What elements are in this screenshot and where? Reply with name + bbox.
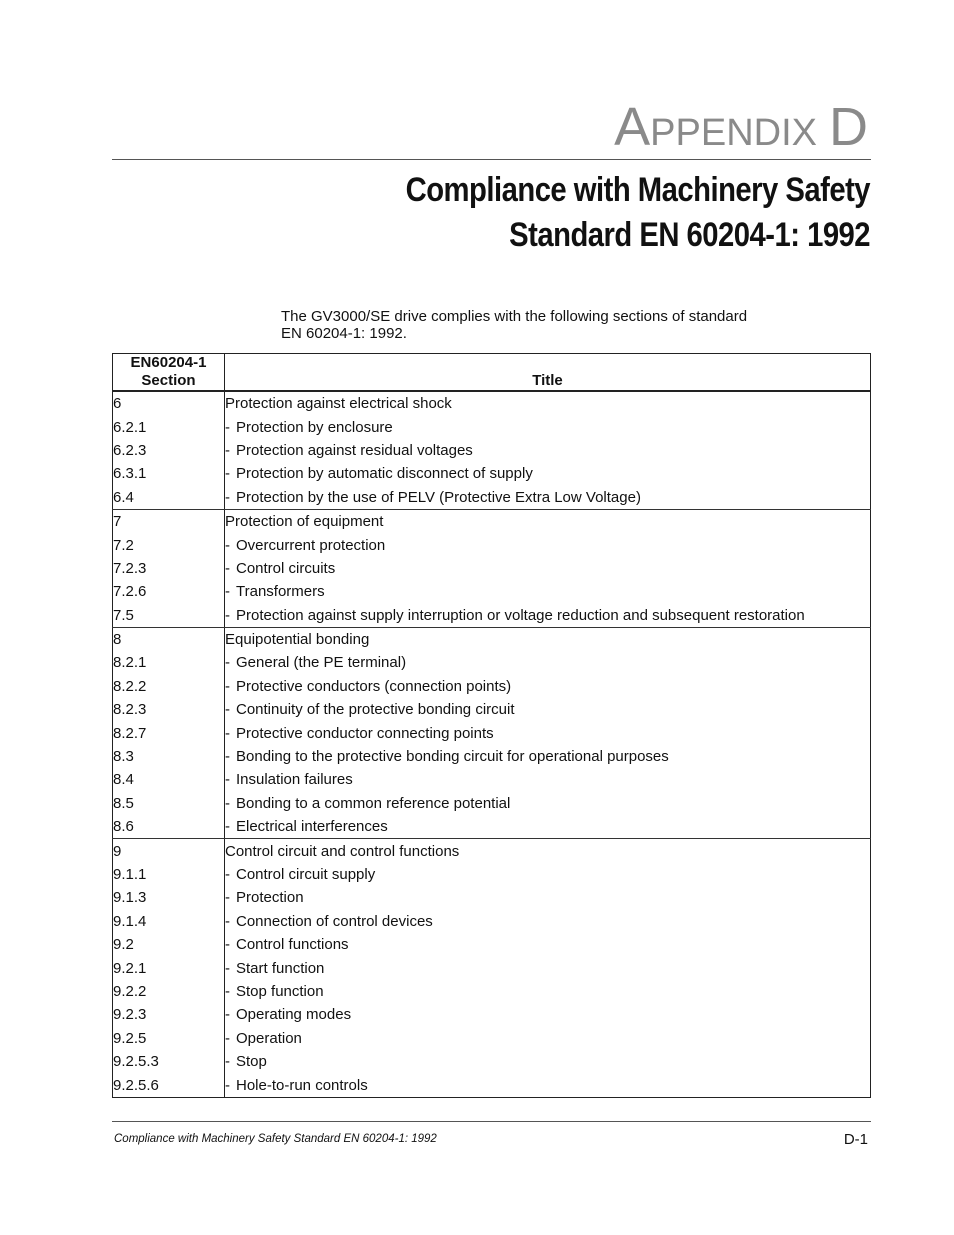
footer-rule	[112, 1121, 871, 1122]
section-title-text: Start function	[236, 959, 325, 977]
section-title	[225, 415, 871, 438]
table-row	[113, 886, 871, 909]
bullet-dash: -	[225, 559, 230, 577]
table-row	[113, 910, 871, 933]
section-title-text: Operating modes	[236, 1006, 352, 1024]
section-number: 9.2.5	[113, 1027, 225, 1050]
section-number: 7.2	[113, 533, 225, 556]
section-title-text: Protection by the use of PELV (Protective Extra Low Voltage)	[236, 488, 641, 506]
section-title-text: Bonding to a common reference potential	[236, 794, 511, 812]
bullet-dash: -	[225, 959, 230, 977]
header-title: Title	[225, 354, 871, 392]
table-row	[113, 1003, 871, 1026]
section-title-text: Protection	[236, 889, 304, 907]
appendix-letter: D	[829, 97, 868, 157]
section-number: 6.4	[113, 486, 225, 510]
bullet-dash: -	[225, 677, 230, 695]
intro-line1: The GV3000/SE drive complies with the following sections of standard	[281, 308, 748, 325]
bullet-dash: -	[225, 1029, 230, 1047]
table-row	[113, 768, 871, 791]
section-title	[225, 462, 871, 485]
section-title-text: Protection against supply interruption or voltage reduction and subsequent restoration	[236, 606, 805, 624]
table-row	[113, 533, 871, 556]
section-title-text: Protective conductor connecting points	[236, 724, 494, 742]
table-header-row	[113, 354, 871, 392]
section-number: 8.2.2	[113, 675, 225, 698]
bullet-dash: -	[225, 583, 230, 601]
section-title	[225, 839, 871, 863]
section-title	[225, 651, 871, 674]
section-title	[225, 956, 871, 979]
table-row	[113, 1027, 871, 1050]
appendix-heading	[614, 97, 868, 160]
table-row	[113, 815, 871, 839]
section-title	[225, 1027, 871, 1050]
section-title-text: Stop function	[236, 982, 324, 1000]
section-number: 9.2.5.3	[113, 1050, 225, 1073]
section-title	[225, 886, 871, 909]
section-number: 7	[113, 509, 225, 533]
section-title-text: Protective conductors (connection points)	[236, 677, 512, 695]
section-title-text: Control functions	[236, 936, 349, 954]
bullet-dash: -	[225, 488, 230, 506]
table-row	[113, 1073, 871, 1097]
section-number: 8.2.7	[113, 721, 225, 744]
table-row	[113, 486, 871, 510]
bullet-dash: -	[225, 1006, 230, 1024]
section-title-text: Continuity of the protective bonding circuit	[236, 701, 515, 719]
table-row	[113, 698, 871, 721]
table-row	[113, 415, 871, 438]
section-title	[225, 792, 871, 815]
section-number: 8.2.1	[113, 651, 225, 674]
section-title	[225, 910, 871, 933]
section-title	[225, 604, 871, 628]
table-row	[113, 721, 871, 744]
chapter-title	[406, 168, 870, 258]
bullet-dash: -	[225, 794, 230, 812]
bullet-dash: -	[225, 866, 230, 883]
chapter-title-line2: Standard EN 60204-1: 1992	[509, 216, 870, 254]
section-title-text: Stop	[236, 1053, 267, 1071]
section-title-text: Control circuits	[236, 559, 336, 577]
bullet-dash: -	[225, 724, 230, 742]
section-title	[225, 863, 871, 886]
bullet-dash: -	[225, 912, 230, 930]
section-title	[225, 627, 871, 651]
header-section-line2: Section	[141, 372, 196, 389]
section-title-text: Control circuit and control functions	[225, 842, 460, 860]
section-title	[225, 933, 871, 956]
bullet-dash: -	[225, 606, 230, 624]
section-title	[225, 721, 871, 744]
section-title-text: Insulation failures	[236, 771, 353, 789]
section-number: 8.5	[113, 792, 225, 815]
section-title-text: Protection by enclosure	[236, 418, 393, 436]
table-body	[113, 391, 871, 1097]
intro-line2: EN 60204-1: 1992.	[281, 325, 407, 342]
table-row	[113, 627, 871, 651]
section-title-text: Protection by automatic disconnect of supply	[236, 465, 533, 483]
section-number: 9.1.4	[113, 910, 225, 933]
header-section-line1: EN60204-1	[130, 354, 207, 371]
section-title	[225, 580, 871, 603]
bullet-dash: -	[225, 1076, 230, 1094]
section-title	[225, 768, 871, 791]
section-title	[225, 745, 871, 768]
section-number: 8.4	[113, 768, 225, 791]
bullet-dash: -	[225, 818, 230, 836]
table-row	[113, 745, 871, 768]
section-title-text: General (the PE terminal)	[236, 654, 407, 672]
table-row	[113, 509, 871, 533]
section-title	[225, 980, 871, 1003]
table-row	[113, 1050, 871, 1073]
bullet-dash: -	[225, 748, 230, 766]
table-row	[113, 439, 871, 462]
table-row	[113, 580, 871, 603]
section-number: 6.2.3	[113, 439, 225, 462]
bullet-dash: -	[225, 701, 230, 719]
bullet-dash: -	[225, 771, 230, 789]
section-title	[225, 1050, 871, 1073]
bullet-dash: -	[225, 889, 230, 907]
footer-title: Compliance with Machinery Safety Standard EN 60204-1: 1992	[114, 1133, 437, 1145]
appendix-word: PPENDIX	[650, 112, 817, 154]
table-row	[113, 839, 871, 863]
section-title-text: Protection against electrical shock	[225, 395, 452, 413]
section-number: 9.2	[113, 933, 225, 956]
table-row	[113, 604, 871, 628]
bullet-dash: -	[225, 936, 230, 954]
section-title-text: Electrical interferences	[236, 818, 388, 836]
table-row	[113, 557, 871, 580]
table-row	[113, 863, 871, 886]
section-title-text: Protection of equipment	[225, 513, 384, 531]
section-title-text: Bonding to the protective bonding circuit for operational purposes	[236, 748, 669, 766]
section-number: 8	[113, 627, 225, 651]
section-title	[225, 533, 871, 556]
section-title	[225, 698, 871, 721]
table-row	[113, 651, 871, 674]
table-row	[113, 675, 871, 698]
section-title-text: Protection against residual voltages	[236, 441, 473, 459]
section-title-text: Transformers	[236, 583, 325, 601]
header-section	[113, 354, 225, 392]
bullet-dash: -	[225, 418, 230, 436]
bullet-dash: -	[225, 465, 230, 483]
section-number: 9.2.1	[113, 956, 225, 979]
section-number: 8.2.3	[113, 698, 225, 721]
table-row	[113, 462, 871, 485]
section-title	[225, 1073, 871, 1097]
section-number: 6	[113, 391, 225, 415]
section-title	[225, 486, 871, 510]
section-title-text: Control circuit supply	[236, 866, 376, 883]
section-title-text: Connection of control devices	[236, 912, 433, 930]
section-title	[225, 557, 871, 580]
bullet-dash: -	[225, 654, 230, 672]
section-title	[225, 1003, 871, 1026]
compliance-table	[112, 353, 871, 1098]
section-title-text: Hole-to-run controls	[236, 1076, 368, 1094]
section-number: 9.1.3	[113, 886, 225, 909]
section-number: 9.2.3	[113, 1003, 225, 1026]
section-title	[225, 391, 871, 415]
bullet-dash: -	[225, 982, 230, 1000]
chapter-title-line1: Compliance with Machinery Safety	[405, 171, 870, 209]
section-title	[225, 509, 871, 533]
table-row	[113, 956, 871, 979]
appendix-initial: A	[614, 97, 651, 157]
bullet-dash: -	[225, 441, 230, 459]
section-number: 6.2.1	[113, 415, 225, 438]
section-title	[225, 439, 871, 462]
section-title-text: Operation	[236, 1029, 302, 1047]
section-title	[225, 675, 871, 698]
bullet-dash: -	[225, 536, 230, 554]
section-number: 6.3.1	[113, 462, 225, 485]
section-number: 9.2.2	[113, 980, 225, 1003]
section-number: 7.5	[113, 604, 225, 628]
section-title-text: Overcurrent protection	[236, 536, 386, 554]
table-row	[113, 391, 871, 415]
header-rule	[112, 159, 871, 160]
table-row	[113, 933, 871, 956]
table-row	[113, 792, 871, 815]
intro-paragraph	[281, 308, 747, 342]
section-title	[225, 815, 871, 839]
section-number: 8.3	[113, 745, 225, 768]
section-number: 7.2.6	[113, 580, 225, 603]
section-number: 9.1.1	[113, 863, 225, 886]
page-number: D-1	[843, 1131, 868, 1148]
section-title-text: Equipotential bonding	[225, 631, 370, 649]
section-number: 8.6	[113, 815, 225, 839]
section-number: 7.2.3	[113, 557, 225, 580]
table-row	[113, 980, 871, 1003]
section-number: 9.2.5.6	[113, 1073, 225, 1097]
section-number: 9	[113, 839, 225, 863]
bullet-dash: -	[225, 1053, 230, 1071]
